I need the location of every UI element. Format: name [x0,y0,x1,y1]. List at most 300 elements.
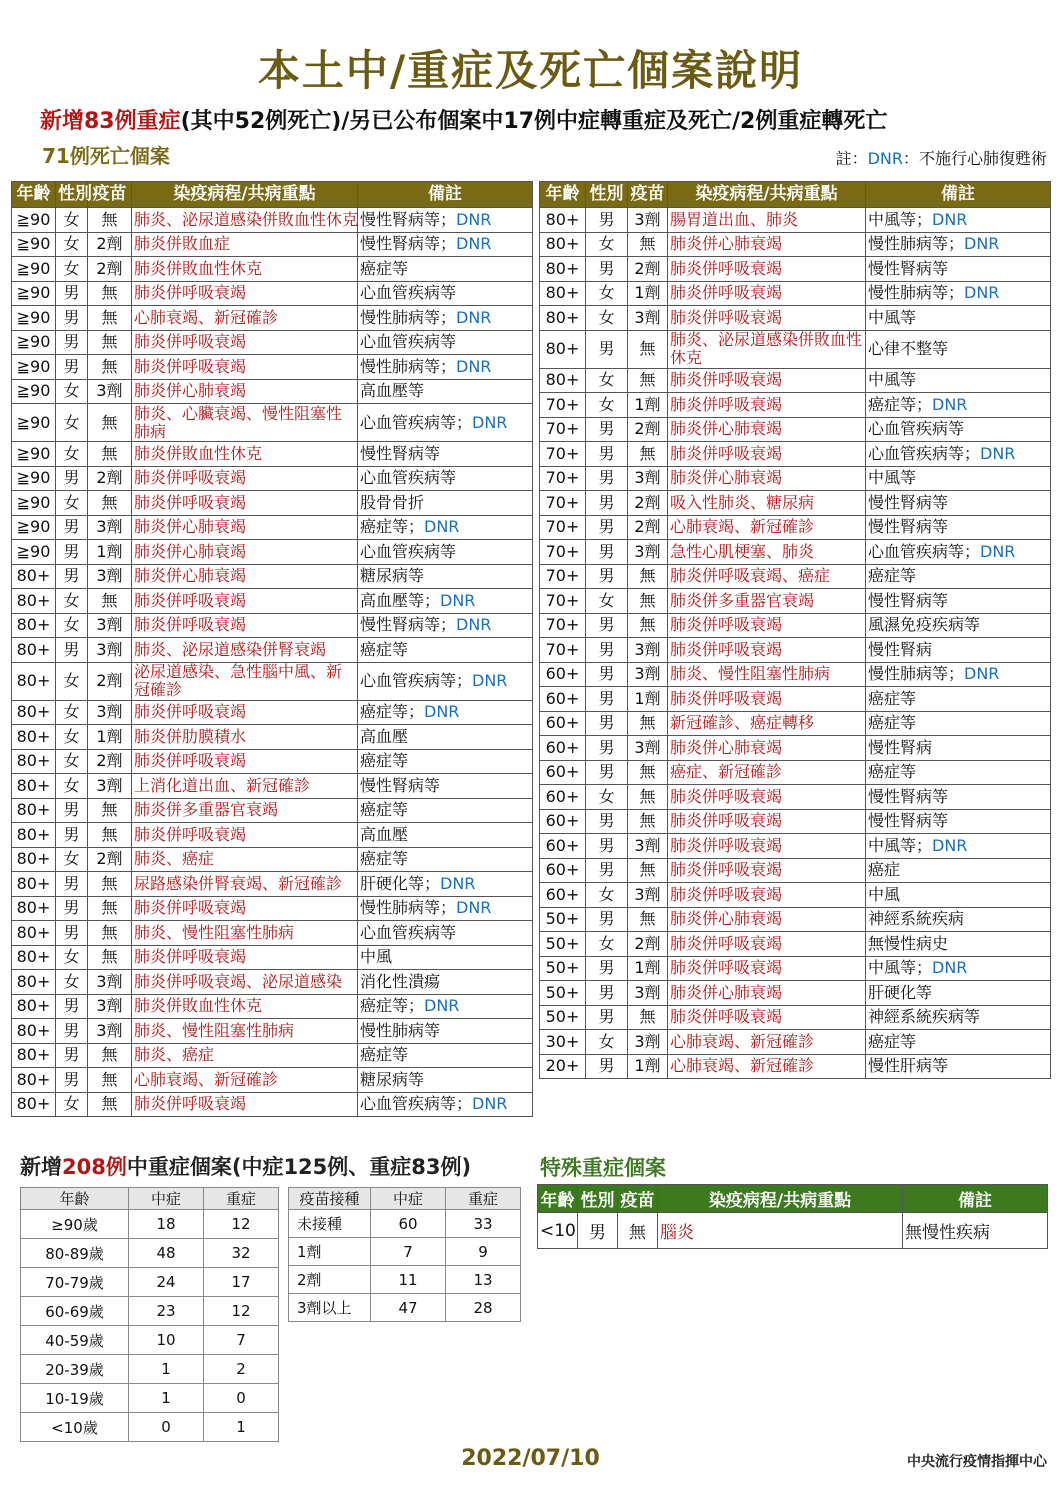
table-row [540,1054,1051,1079]
remark-cell [866,638,1051,663]
remark-text: 中風 [868,884,901,904]
vaccine-cell: 3劑 [88,515,132,540]
vaccine-cell: 無 [88,589,132,614]
disease-cell: 肺炎、泌尿道感染併腎衰竭 [132,638,358,663]
table-row [12,232,533,257]
remark-text: 癌症等； [360,517,425,537]
vaccine-cell: 無 [628,858,668,883]
age-cell: 80+ [12,749,56,774]
table-row [540,687,1051,712]
dnr-tag: DNR [456,209,492,229]
vaccine-cell: 3劑 [88,638,132,663]
disease-cell: 肺炎併呼吸衰竭 [668,368,866,393]
disease-cell: 肺炎併呼吸衰竭 [132,466,358,491]
table-row [12,1043,533,1068]
sex-cell: 女 [56,725,88,750]
table-row [12,613,533,638]
vaccine-cell: 無 [88,1092,132,1117]
table-row [540,515,1051,540]
remark-cell [358,1068,533,1093]
sex-cell: 女 [56,700,88,725]
remark-cell [866,393,1051,418]
age-cell: 60+ [540,662,586,687]
table-row [540,368,1051,393]
table-row [21,1210,279,1239]
remark-cell [866,589,1051,614]
remark-text: 糖尿病等 [360,566,425,586]
moderate-count-cell: 60 [371,1210,446,1238]
disease-cell: 肺炎併呼吸衰竭 [668,638,866,663]
table-row [12,921,533,946]
age-cell: 80+ [12,921,56,946]
age-cell: 60+ [540,760,586,785]
disease-cell: 肺炎、慢性阻塞性肺病 [132,921,358,946]
disease-cell: 肺炎併呼吸衰竭 [668,785,866,810]
remark-cell [358,662,533,700]
table-row [289,1238,521,1266]
age-cell: 80+ [12,823,56,848]
remark-text: 癌症等 [868,713,917,733]
remark-text: 慢性腎病等； [360,209,457,229]
remark-text: 癌症等 [360,639,409,659]
table-row [540,540,1051,565]
table-row [540,662,1051,687]
disease-cell: 肺炎併呼吸衰竭 [132,330,358,355]
dnr-tag: DNR [964,664,1000,684]
remark-cell [866,932,1051,957]
vaccine-cell: 3劑 [628,306,668,331]
remark-cell [358,466,533,491]
remark-cell [866,466,1051,491]
moderate-count-cell: 11 [371,1266,446,1294]
dnr-tag: DNR [472,671,508,691]
vaccine-dose-cell: 1劑 [289,1238,371,1266]
remark-text: 慢性肺病等； [360,356,457,376]
table-row [12,945,533,970]
sex-cell: 女 [586,785,628,810]
vaccine-cell: 無 [88,896,132,921]
table-row [540,442,1051,467]
vaccine-cell: 2劑 [628,932,668,957]
vaccine-cell: 無 [628,368,668,393]
age-cell: 50+ [540,907,586,932]
sex-cell: 女 [56,847,88,872]
dnr-tag: DNR [440,590,476,610]
sex-cell: 女 [586,1030,628,1055]
moderate-count-cell: 18 [129,1210,204,1239]
remark-cell [358,540,533,565]
age-cell: 80+ [12,564,56,589]
remark-text: 癌症等； [868,394,933,414]
vaccine-cell: 3劑 [88,994,132,1019]
table-row [540,613,1051,638]
age-group-cell: 40-59歲 [21,1326,129,1355]
age-cell: 80+ [540,306,586,331]
vaccine-cell: 無 [88,921,132,946]
remark-text: 中風等 [868,468,917,488]
severe-suffix: 中重症個案(中症125例、重症83例) [126,1155,472,1179]
sex-cell: 男 [56,564,88,589]
sex-cell: 男 [586,687,628,712]
vaccine-cell: 3劑 [88,700,132,725]
sex-cell: 女 [56,970,88,995]
table-row [12,257,533,282]
age-cell: 70+ [540,540,586,565]
disease-cell: 肺炎、泌尿道感染併敗血性休克 [132,208,358,233]
sex-cell: 女 [56,404,88,442]
sex-cell: 女 [56,232,88,257]
dnr-tag: DNR [456,356,492,376]
disease-cell: 肺炎併敗血性休克 [132,994,358,1019]
age-group-cell: 10-19歲 [21,1384,129,1413]
dnr-tag: DNR [472,1094,508,1114]
vaccine-cell: 2劑 [628,417,668,442]
remark-text: 股骨骨折 [360,492,425,512]
remark-text: 心血管疾病等； [360,671,473,691]
col-disease: 染疫病程/共病重點 [668,182,866,208]
col-vaccine: 疫苗 [88,182,132,208]
sex-cell: 男 [586,417,628,442]
sex-cell: 男 [586,834,628,859]
remark-cell [358,994,533,1019]
severe-count: 208例 [62,1155,127,1179]
age-cell: ≧90 [12,515,56,540]
remark-cell [866,736,1051,761]
moderate-count-cell: 24 [129,1268,204,1297]
disease-cell: 肺炎併呼吸衰竭 [132,613,358,638]
remark-cell [866,907,1051,932]
severe-count-cell: 7 [204,1326,279,1355]
dnr-tag: DNR [932,209,968,229]
severe-count-cell: 28 [446,1294,521,1322]
sex-cell: 男 [56,515,88,540]
severe-count-cell: 12 [204,1297,279,1326]
table-row [12,774,533,799]
table-row [540,417,1051,442]
table-row [12,1019,533,1044]
moderate-count-cell: 1 [129,1355,204,1384]
age-cell: 30+ [540,1030,586,1055]
vaccine-dose-cell: 3劑以上 [289,1294,371,1322]
remark-text: 心血管疾病等 [360,922,457,942]
disease-cell: 肺炎併敗血症 [132,232,358,257]
disease-cell: 肺炎併敗血性休克 [132,442,358,467]
remark-text: 癌症等； [360,702,425,722]
note-suffix: ：不施行心肺復甦術 [902,149,1047,168]
vaccine-cell: 無 [628,330,668,368]
age-cell: 80+ [12,872,56,897]
disease-cell: 肺炎併呼吸衰竭 [668,613,866,638]
vaccine-cell: 1劑 [628,281,668,306]
remark-text: 癌症 [868,860,901,880]
vaccine-cell: 無 [628,1005,668,1030]
dnr-note [836,146,1047,169]
age-group-cell: 70-79歲 [21,1268,129,1297]
disease-cell: 心肺衰竭、新冠確診 [668,1030,866,1055]
remark-cell [866,687,1051,712]
remark-cell [358,404,533,442]
severe-count-cell: 13 [446,1266,521,1294]
vaccine-cell: 無 [628,589,668,614]
table-row [12,847,533,872]
page-title: 本土中/重症及死亡個案說明 [257,46,804,95]
table-row [21,1268,279,1297]
disease-cell: 肺炎併呼吸衰竭 [668,306,866,331]
table-row [540,281,1051,306]
sex-cell: 男 [56,1019,88,1044]
subtitle-highlight: 新增83例重症 [40,109,181,134]
sex-cell: 男 [56,1043,88,1068]
vaccine-cell: 1劑 [88,725,132,750]
dnr-tag: DNR [456,898,492,918]
remark-cell [866,208,1051,233]
vaccine-cell: 無 [628,907,668,932]
remark-text: 糖尿病等 [360,1069,425,1089]
vaccine-cell: 2劑 [628,257,668,282]
remark-cell [358,749,533,774]
sex-cell: 女 [586,883,628,908]
remark-cell [866,711,1051,736]
age-cell: 80+ [12,613,56,638]
sex-cell: 女 [56,257,88,282]
disease-cell: 肺炎併呼吸衰竭 [668,687,866,712]
remark-cell [358,281,533,306]
remark-cell [866,281,1051,306]
remark-text: 慢性肺病等； [360,898,457,918]
col-vaccine: 疫苗 [628,182,668,208]
table-row [540,1030,1051,1055]
age-cell: 60+ [540,883,586,908]
vaccine-cell: 無 [628,232,668,257]
table-row [21,1384,279,1413]
age-cell: ≧90 [12,330,56,355]
remark-text: 消化性潰瘍 [360,971,441,991]
sex-cell: 男 [56,1068,88,1093]
remark-cell [358,257,533,282]
age-cell: 80+ [12,847,56,872]
table-row [12,442,533,467]
table-row [12,749,533,774]
sex-cell: 女 [56,589,88,614]
remark-cell [358,700,533,725]
table-row [12,662,533,700]
disease-cell: 上消化道出血、新冠確診 [132,774,358,799]
sex-cell: 女 [56,774,88,799]
sex-cell: 男 [586,564,628,589]
sex-cell: 女 [586,232,628,257]
age-cell: 70+ [540,589,586,614]
dnr-tag: DNR [424,702,460,722]
table-row [12,379,533,404]
table-row [540,858,1051,883]
vaccine-cell: 無 [628,711,668,736]
disease-cell: 肺炎併呼吸衰竭 [132,491,358,516]
vaccine-cell: 無 [88,872,132,897]
remark-text: 慢性肺病等； [360,307,457,327]
sex-cell: 男 [586,711,628,736]
remark-cell [358,330,533,355]
severe-col-header: 重症 [446,1188,521,1210]
severe-count-cell: 2 [204,1355,279,1384]
remark-cell [866,330,1051,368]
age-cell: ≧90 [12,257,56,282]
table-row [540,393,1051,418]
disease-cell: 肺炎併呼吸衰竭 [668,834,866,859]
table-row [540,564,1051,589]
severe-count-cell: 17 [204,1268,279,1297]
table-row [540,330,1051,368]
table-row [12,540,533,565]
disease-cell: 肺炎併心肺衰竭 [132,564,358,589]
sex-cell: 男 [586,613,628,638]
sex-cell: 男 [56,330,88,355]
age-cell: ≧90 [12,491,56,516]
severe-count-cell: 0 [204,1384,279,1413]
age-cell: 80+ [12,662,56,700]
dnr-tag: DNR [472,412,508,432]
remark-text: 慢性腎病 [868,639,933,659]
remark-cell [358,355,533,380]
disease-cell: 腦炎 [658,1213,903,1249]
age-group-cell: ≥90歲 [21,1210,129,1239]
vaccine-cell: 3劑 [628,1030,668,1055]
sex-cell: 男 [56,872,88,897]
vaccine-cell: 2劑 [88,466,132,491]
table-row [21,1355,279,1384]
vaccine-cell: 1劑 [628,956,668,981]
organization-name: 中央流行疫情指揮中心 [907,1454,1047,1470]
age-cell: 80+ [12,970,56,995]
disease-cell: 癌症、新冠確診 [668,760,866,785]
sex-cell: 男 [56,798,88,823]
death-table-right [539,181,1051,1079]
vaccine-cell: 2劑 [88,257,132,282]
table-row [540,809,1051,834]
sex-cell: 男 [586,638,628,663]
age-cell: 80+ [12,1092,56,1117]
sex-cell: 男 [56,638,88,663]
sex-cell: 女 [56,749,88,774]
disease-cell: 肺炎併呼吸衰竭 [132,896,358,921]
sex-cell: 女 [586,932,628,957]
table-row [540,907,1051,932]
age-cell: 80+ [12,1068,56,1093]
dnr-tag: DNR [456,234,492,254]
vaccine-cell: 2劑 [88,847,132,872]
remark-cell [358,945,533,970]
table-row [12,515,533,540]
disease-cell: 泌尿道感染、急性腦中風、新冠確診 [132,662,358,700]
table-row [540,208,1051,233]
severe-count-cell: 33 [446,1210,521,1238]
table-row [540,883,1051,908]
disease-cell: 肺炎、泌尿道感染併敗血性休克 [668,330,866,368]
sex-cell: 男 [586,760,628,785]
disease-cell: 肺炎併呼吸衰竭 [668,442,866,467]
sex-cell: 男 [56,823,88,848]
disease-cell: 吸入性肺炎、糖尿病 [668,491,866,516]
remark-cell [866,1005,1051,1030]
remark-cell [358,725,533,750]
dnr-tag: DNR [932,394,968,414]
disease-cell: 肺炎併呼吸衰竭 [132,823,358,848]
table-header-row [12,182,533,208]
col-remark: 備註 [903,1185,1048,1213]
vaccine-cell: 無 [88,330,132,355]
disease-cell: 肺炎併呼吸衰竭 [668,281,866,306]
remark-cell [358,379,533,404]
remark-cell [358,306,533,331]
table-row [540,306,1051,331]
table-row [12,872,533,897]
sex-cell: 男 [586,809,628,834]
remark-cell [866,232,1051,257]
remark-text: 神經系統疾病等 [868,1007,981,1027]
remark-cell [358,872,533,897]
remark-text: 癌症等； [360,996,425,1016]
disease-cell: 肺炎併心肺衰竭 [132,379,358,404]
remark-text: 癌症等 [868,566,917,586]
remark-cell [358,823,533,848]
remark-text: 心血管疾病等； [868,443,981,463]
dnr-tag: DNR [932,958,968,978]
age-cell: 80+ [12,638,56,663]
age-cell: 80+ [12,589,56,614]
sex-cell: 男 [56,466,88,491]
disease-cell: 肺炎併呼吸衰竭 [132,281,358,306]
remark-cell [358,491,533,516]
disease-cell: 肺炎併呼吸衰竭 [132,749,358,774]
table-row [12,564,533,589]
remark-cell [358,1019,533,1044]
disease-cell: 肺炎併呼吸衰竭 [132,1092,358,1117]
remark-cell [866,883,1051,908]
disease-cell: 肺炎併多重器官衰竭 [132,798,358,823]
subtitle [40,104,887,135]
age-cell: 80+ [12,896,56,921]
moderate-count-cell: 0 [129,1413,204,1442]
sex-cell: 男 [56,281,88,306]
sex-cell: 男 [586,466,628,491]
disease-cell: 心肺衰竭、新冠確診 [132,1068,358,1093]
sex-cell: 女 [586,306,628,331]
remark-text: 慢性肺病等； [868,234,965,254]
disease-cell: 肺炎、癌症 [132,1043,358,1068]
vaccine-cell: 3劑 [88,613,132,638]
sex-cell: 男 [586,907,628,932]
vaccine-cell: 無 [88,823,132,848]
moderate-col-header: 中症 [129,1188,204,1210]
severe-count-cell: 1 [204,1413,279,1442]
vaccine-cell: 無 [628,785,668,810]
disease-cell: 肺炎併呼吸衰竭、癌症 [668,564,866,589]
sex-cell: 男 [586,1054,628,1079]
remark-text: 慢性肝病等 [868,1056,949,1076]
remark-text: 無慢性病史 [868,933,949,953]
table-row [12,306,533,331]
table-row [540,834,1051,859]
table-row [12,281,533,306]
severe-section-title [20,1151,471,1181]
age-cell: 70+ [540,393,586,418]
disease-cell: 肺炎、慢性阻塞性肺病 [132,1019,358,1044]
age-cell: ≧90 [12,540,56,565]
remark-cell [866,613,1051,638]
sex-cell: 男 [586,540,628,565]
remark-text: 癌症等 [360,1045,409,1065]
age-cell: 60+ [540,785,586,810]
col-remark: 備註 [358,182,533,208]
